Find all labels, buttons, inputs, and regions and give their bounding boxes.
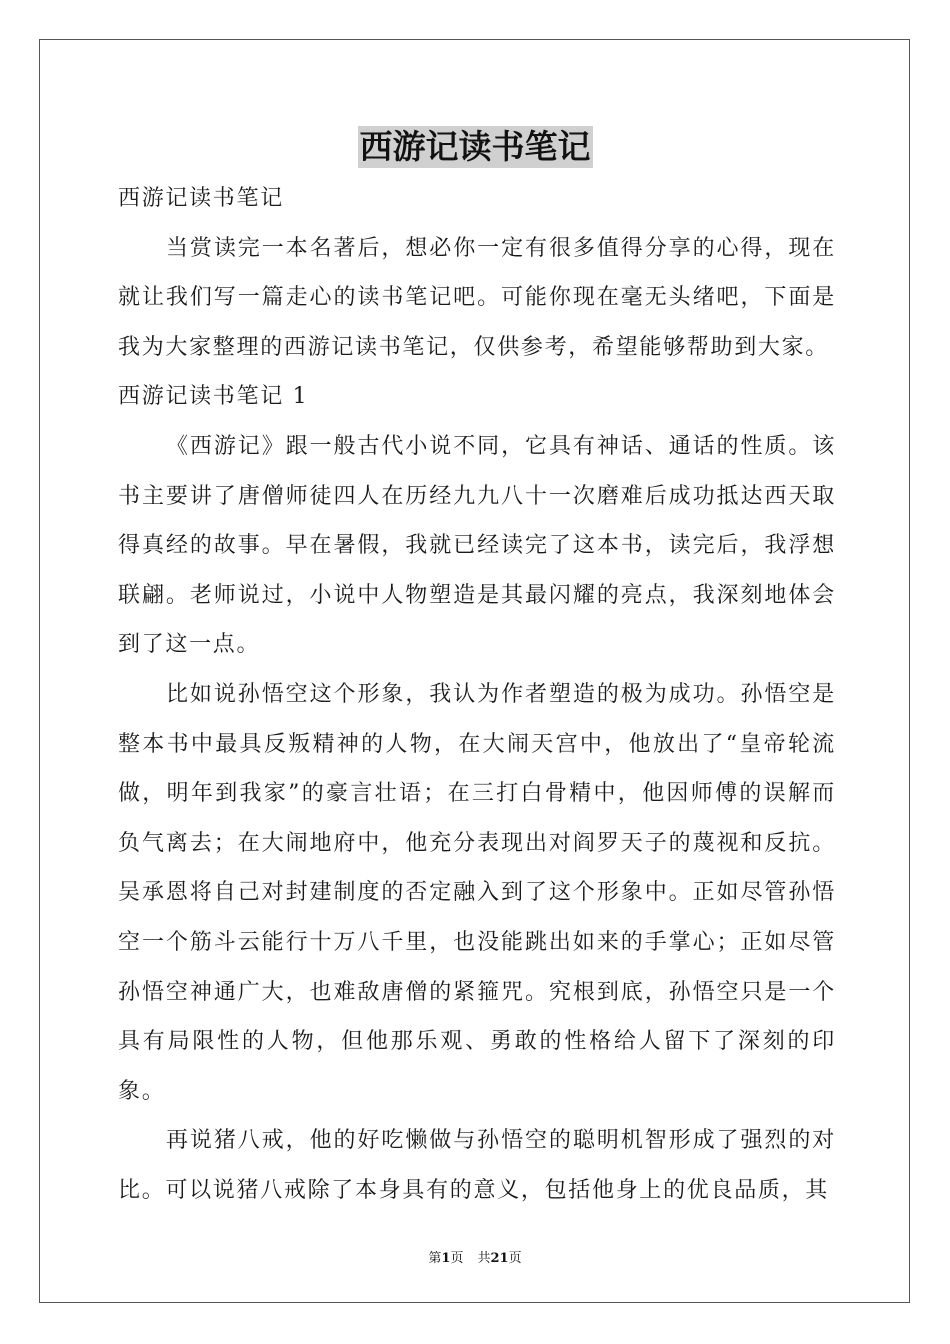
- page-suffix: 页: [450, 1251, 464, 1266]
- paragraph: 当赏读完一本名著后，想必你一定有很多值得分享的心得，现在就让我们写一篇走心的读书笔记吧。可能你现在毫无头绪吧，下面是我为大家整理的西游记读书笔记，仅供参考，希望能够帮助到大家。: [118, 235, 836, 360]
- title-container: [0, 126, 950, 168]
- document-body: [118, 174, 836, 1215]
- paragraph: 比如说孙悟空这个形象，我认为作者塑造的极为成功。孙悟空是整本书中最具反叛精神的人物，在大闹天宫中，他放出了“皇帝轮流做，明年到我家”的豪言壮语；在三打白骨精中，他因师傅的误解而负气离去；在大闹地府中，他充分表现出对阎罗天子的蔑视和反抗。吴承恩将自己对封建制度的否定融入到了这个形象中。正如尽管孙悟空一个筋斗云能行十万八千里，也没能跳出如来的手掌心；正如尽管孙悟空神通广大，也难敌唐僧的紧箍咒。究根到底，孙悟空只是一个具有局限性的人物，但他那乐观、勇敢的性格给人留下了深刻的印象。: [118, 681, 836, 1104]
- page-number: 1: [441, 1251, 451, 1266]
- paragraph: 西游记读书笔记: [118, 186, 284, 211]
- document-title: 西游记读书笔记: [359, 127, 591, 166]
- total-prefix: 共: [477, 1251, 491, 1266]
- paragraph: 再说猪八戒，他的好吃懒做与孙悟空的聪明机智形成了强烈的对比。可以说猪八戒除了本身具有的意义，包括他身上的优良品质，其: [118, 1128, 836, 1203]
- total-suffix: 页: [508, 1251, 522, 1266]
- page-footer: [0, 1247, 950, 1266]
- paragraph: 《西游记》跟一般古代小说不同，它具有神话、通话的性质。该书主要讲了唐僧师徒四人在历经九九八十一次磨难后成功抵达西天取得真经的故事。早在暑假，我就已经读完了这本书，读完后，我浮想联翩。老师说过，小说中人物塑造是其最闪耀的亮点，我深刻地体会到了这一点。: [118, 433, 836, 658]
- total-pages: 21: [490, 1251, 509, 1266]
- page-prefix: 第: [428, 1251, 442, 1266]
- section-heading: 西游记读书笔记 1: [118, 384, 309, 410]
